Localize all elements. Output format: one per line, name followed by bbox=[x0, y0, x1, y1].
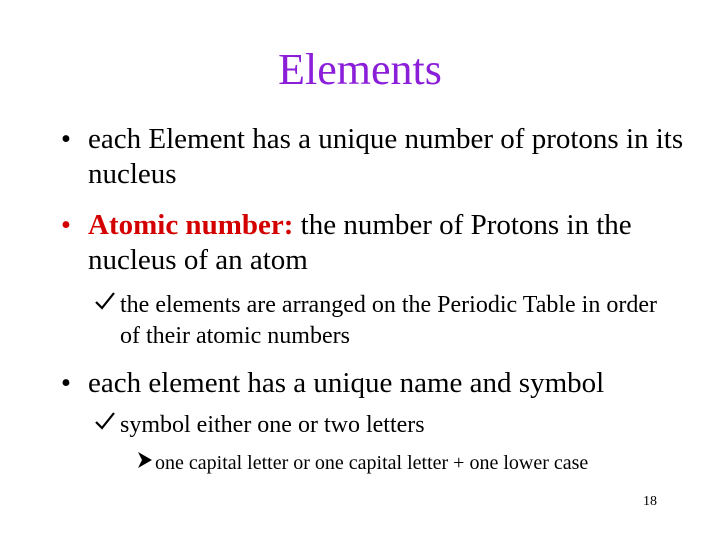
sub-bullet-text: the elements are arranged on the Periodic Table in order of their atomic numbers bbox=[120, 292, 657, 349]
sub-sub-bullet-text: one capital letter or one capital letter + one lower case bbox=[155, 452, 589, 474]
sub-bullet-item bbox=[120, 410, 680, 441]
bullet-text: each Element has a unique number of protons in its nucleus bbox=[88, 123, 684, 190]
sub-bullet-item bbox=[120, 290, 680, 352]
bullet-item bbox=[60, 366, 708, 401]
bullet-dot-icon: • bbox=[60, 367, 72, 399]
bullet-dot-icon: • bbox=[60, 209, 72, 241]
page-number: 18 bbox=[643, 494, 657, 509]
checkmark-icon bbox=[94, 290, 116, 312]
sub-bullet-text: symbol either one or two letters bbox=[120, 412, 425, 438]
checkmark-icon bbox=[94, 410, 116, 432]
sub-sub-bullet-item bbox=[155, 450, 695, 476]
bullet-dot-icon: • bbox=[60, 123, 72, 155]
bullet-item bbox=[60, 208, 688, 278]
bullet-text: the number of Protons in the nucleus of an atom bbox=[88, 209, 632, 276]
term-label: Atomic number: bbox=[88, 209, 294, 241]
bullet-text: each element has a unique name and symbol bbox=[88, 367, 605, 399]
arrowhead-icon bbox=[137, 451, 153, 469]
bullet-item bbox=[60, 122, 698, 192]
slide-title: Elements bbox=[278, 45, 442, 94]
